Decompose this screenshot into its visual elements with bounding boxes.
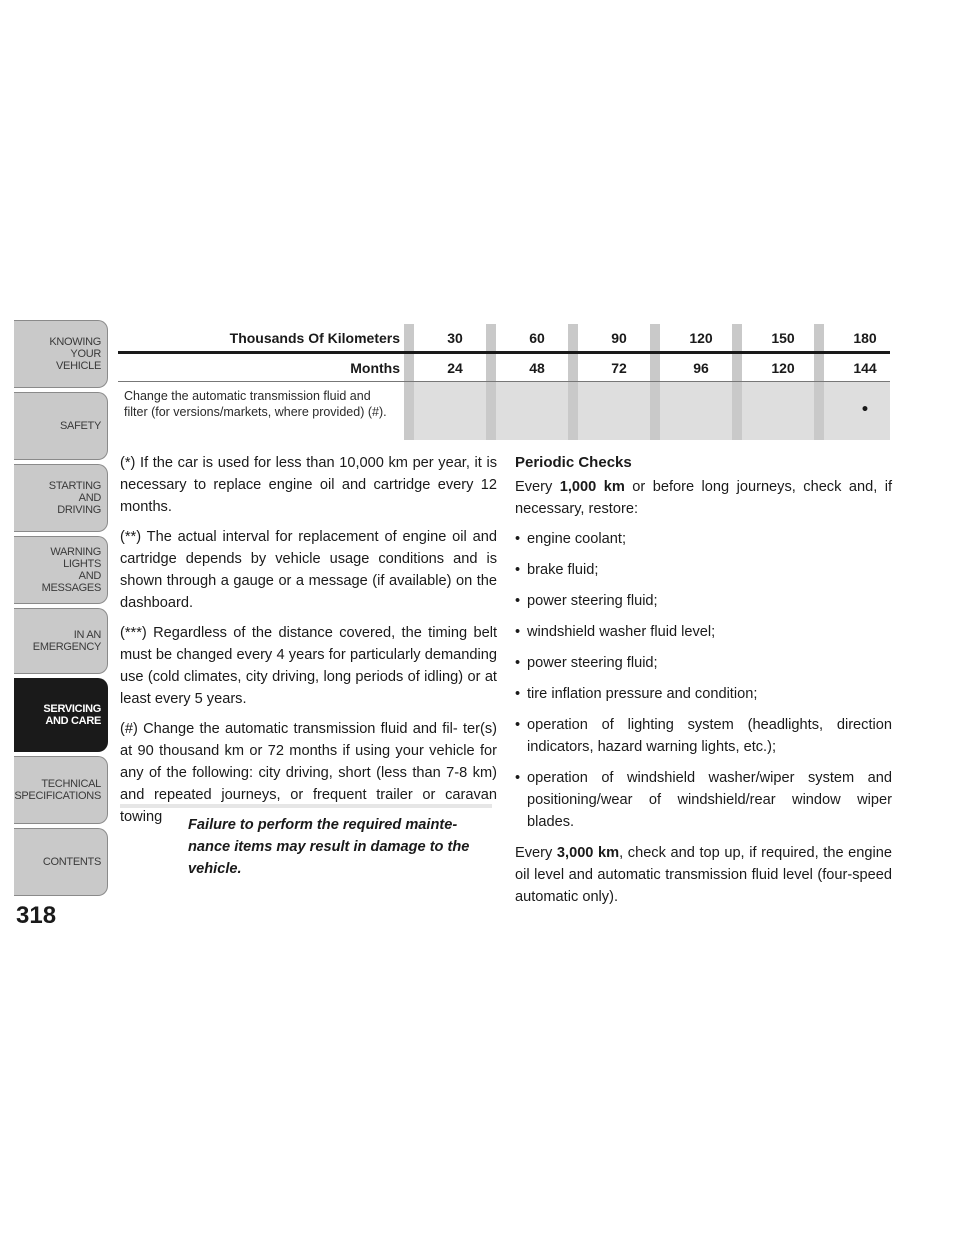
note-single-asterisk: (*) If the car is used for less than 10,000 km per year, it is necessary to replace engine oil and cartridge every 12 months.	[120, 455, 497, 515]
list-item: • engine coolant;	[515, 528, 892, 550]
outro-distance: 3,000 km	[556, 845, 620, 861]
month-value: 24	[447, 360, 463, 376]
row-rule	[118, 381, 890, 382]
tab-servicing-and-care[interactable]: SERVICING AND CARE	[14, 678, 108, 752]
list-item: • tire inflation pressure and condition;	[515, 683, 892, 705]
km-value: 90	[611, 330, 627, 346]
list-item: • operation of windshield washer/wiper system and positioning/wear of windshield/rear window wiper blades.	[515, 767, 892, 833]
month-value: 48	[529, 360, 545, 376]
task-mark-180: •	[860, 402, 870, 418]
periodic-checks-column	[515, 452, 892, 916]
months-row-label: Months	[350, 360, 400, 376]
maintenance-table	[118, 324, 890, 440]
list-item: • windshield washer fluid level;	[515, 621, 892, 643]
list-item: • power steering fluid;	[515, 590, 892, 612]
warning-rule	[120, 804, 492, 808]
outro-text: Every	[515, 845, 557, 861]
tab-in-an-emergency[interactable]: IN AN EMERGENCY	[14, 608, 108, 674]
km-value: 150	[771, 330, 795, 346]
warning-text: Failure to perform the required mainte- nance items may result in damage to the vehicle.	[188, 817, 470, 877]
notes-column	[120, 452, 497, 836]
note-double-asterisk: (**) The actual interval for replacement of engine oil and cartridge depends by vehicle usage conditions and is shown through a gauge or a message (if available) on the dashboard.	[120, 529, 497, 611]
list-item: • power steering fluid;	[515, 652, 892, 674]
month-value: 120	[771, 360, 795, 376]
periodic-intro	[515, 476, 892, 520]
intro-text: Every	[515, 479, 560, 495]
tab-safety[interactable]: SAFETY	[14, 392, 108, 460]
month-value: 72	[611, 360, 627, 376]
warning-box	[120, 804, 492, 880]
outro-text: , check and top up, if required, the engine oil level and automatic transmission fluid level (four-speed automatic only).	[515, 845, 893, 905]
km-row-label: Thousands Of Kilometers	[229, 330, 400, 346]
intro-distance: 1,000 km	[559, 479, 625, 495]
tab-warning-lights-and-messages[interactable]: WARNING LIGHTS AND MESSAGES	[14, 536, 108, 604]
tab-knowing-your-vehicle[interactable]: KNOWING YOUR VEHICLE	[14, 320, 108, 388]
page-number: 318	[16, 902, 57, 929]
km-value: 60	[529, 330, 545, 346]
checklist	[515, 528, 892, 833]
intro-text: or before long journeys, check and, if necessary, restore:	[515, 479, 893, 517]
km-value: 30	[447, 330, 463, 346]
km-value: 120	[689, 330, 713, 346]
section-heading: Periodic Checks	[515, 454, 632, 471]
tab-starting-and-driving[interactable]: STARTING AND DRIVING	[14, 464, 108, 532]
tab-contents[interactable]: CONTENTS	[14, 828, 108, 896]
month-value: 144	[853, 360, 877, 376]
list-item: • operation of lighting system (headlights, direction indicators, hazard warning lights, etc.);	[515, 714, 892, 758]
note-triple-asterisk: (***) Regardless of the distance covered, the timing belt must be changed every 4 years for particularly demanding use (cold climates, city driving, long periods of idling) or at least every 5 years.	[120, 625, 497, 707]
month-value: 96	[693, 360, 709, 376]
periodic-outro	[515, 842, 892, 908]
km-value: 180	[853, 330, 877, 346]
header-rule	[118, 351, 890, 354]
task-description: Change the automatic transmission fluid and filter (for versions/markets, where provided) (#).	[124, 389, 387, 419]
tab-technical-specifications[interactable]: TECHNICAL SPECIFICATIONS	[14, 756, 108, 824]
column-divider	[404, 324, 414, 440]
list-item: • brake fluid;	[515, 559, 892, 581]
note-hash: (#) Change the automatic transmission fluid and fil- ter(s) at 90 thousand km or 72 months if using your vehicle for any of the following: city driving, short (less than 7-8 km) and repeated journeys, or frequent trailer or caravan towing	[120, 721, 497, 825]
